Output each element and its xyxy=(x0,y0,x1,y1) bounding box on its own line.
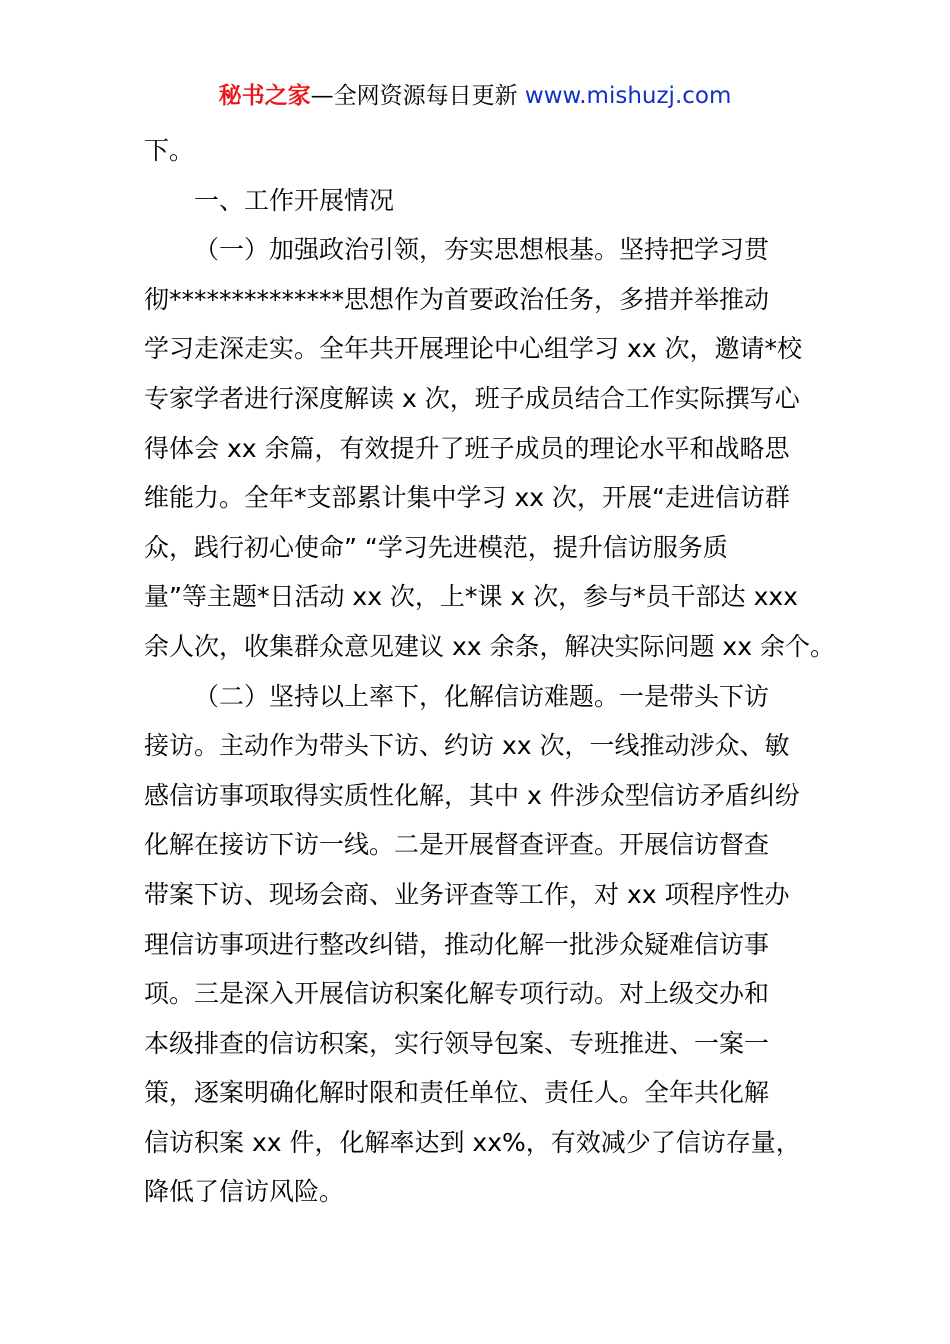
site-url-link[interactable]: www.mishuzj.com xyxy=(524,83,732,109)
text-line: 专家学者进行深度解读 x 次，班子成员结合工作实际撰写心 xyxy=(144,383,800,413)
text-line: 感信访事项取得实质性化解，其中 x 件涉众型信访矛盾纠纷 xyxy=(144,780,800,810)
site-header xyxy=(0,80,950,112)
header-tagline: —全网资源每日更新 xyxy=(310,83,525,109)
text-line: 众，践行初心使命” “学习先进模范，提升信访服务质 xyxy=(144,532,728,562)
text-line: 策，逐案明确化解时限和责任单位、责任人。全年共化解 xyxy=(144,1078,770,1108)
text-line: 化解在接访下访一线。二是开展督查评查。开展信访督查 xyxy=(144,830,770,860)
text-line: 带案下访、现场会商、业务评查等工作，对 xx 项程序性办 xyxy=(144,879,790,909)
subsection-heading-line: （一）加强政治引领，夯实思想根基。坚持把学习贯 xyxy=(194,235,770,265)
text-line: 本级排查的信访积案，实行领导包案、专班推进、一案一 xyxy=(144,1028,770,1058)
section-heading: 一、工作开展情况 xyxy=(194,185,395,215)
text-line: 理信访事项进行整改纠错，推动化解一批涉众疑难信访事 xyxy=(144,929,770,959)
text-line: 下。 xyxy=(144,136,195,165)
document-body xyxy=(144,126,835,1217)
text-line: 接访。主动作为带头下访、约访 xx 次，一线推动涉众、敏 xyxy=(144,731,790,761)
text-line: 得体会 xx 余篇，有效提升了班子成员的理论水平和战略思 xyxy=(144,433,790,463)
brand-name: 秘书之家 xyxy=(218,83,311,109)
text-line: 余人次，收集群众意见建议 xx 余条，解决实际问题 xx 余个。 xyxy=(144,631,835,661)
text-line: 降低了信访风险。 xyxy=(144,1177,345,1207)
text-line: 项。三是深入开展信访积案化解专项行动。对上级交办和 xyxy=(144,979,770,1009)
text-line: 学习走深走实。全年共开展理论中心组学习 xx 次，邀请*校 xyxy=(144,334,802,364)
text-line: 维能力。全年*支部累计集中学习 xx 次，开展“走进信访群 xyxy=(144,483,790,513)
subsection-heading-line: （二）坚持以上率下，化解信访难题。一是带头下访 xyxy=(194,681,770,711)
text-line: 彻**************思想作为首要政治任务，多措并举推动 xyxy=(144,284,770,314)
text-line: 信访积案 xx 件，化解率达到 xx%，有效减少了信访存量， xyxy=(144,1127,801,1157)
text-line: 量”等主题*日活动 xx 次，上*课 x 次，参与*员干部达 xxx xyxy=(144,582,798,612)
